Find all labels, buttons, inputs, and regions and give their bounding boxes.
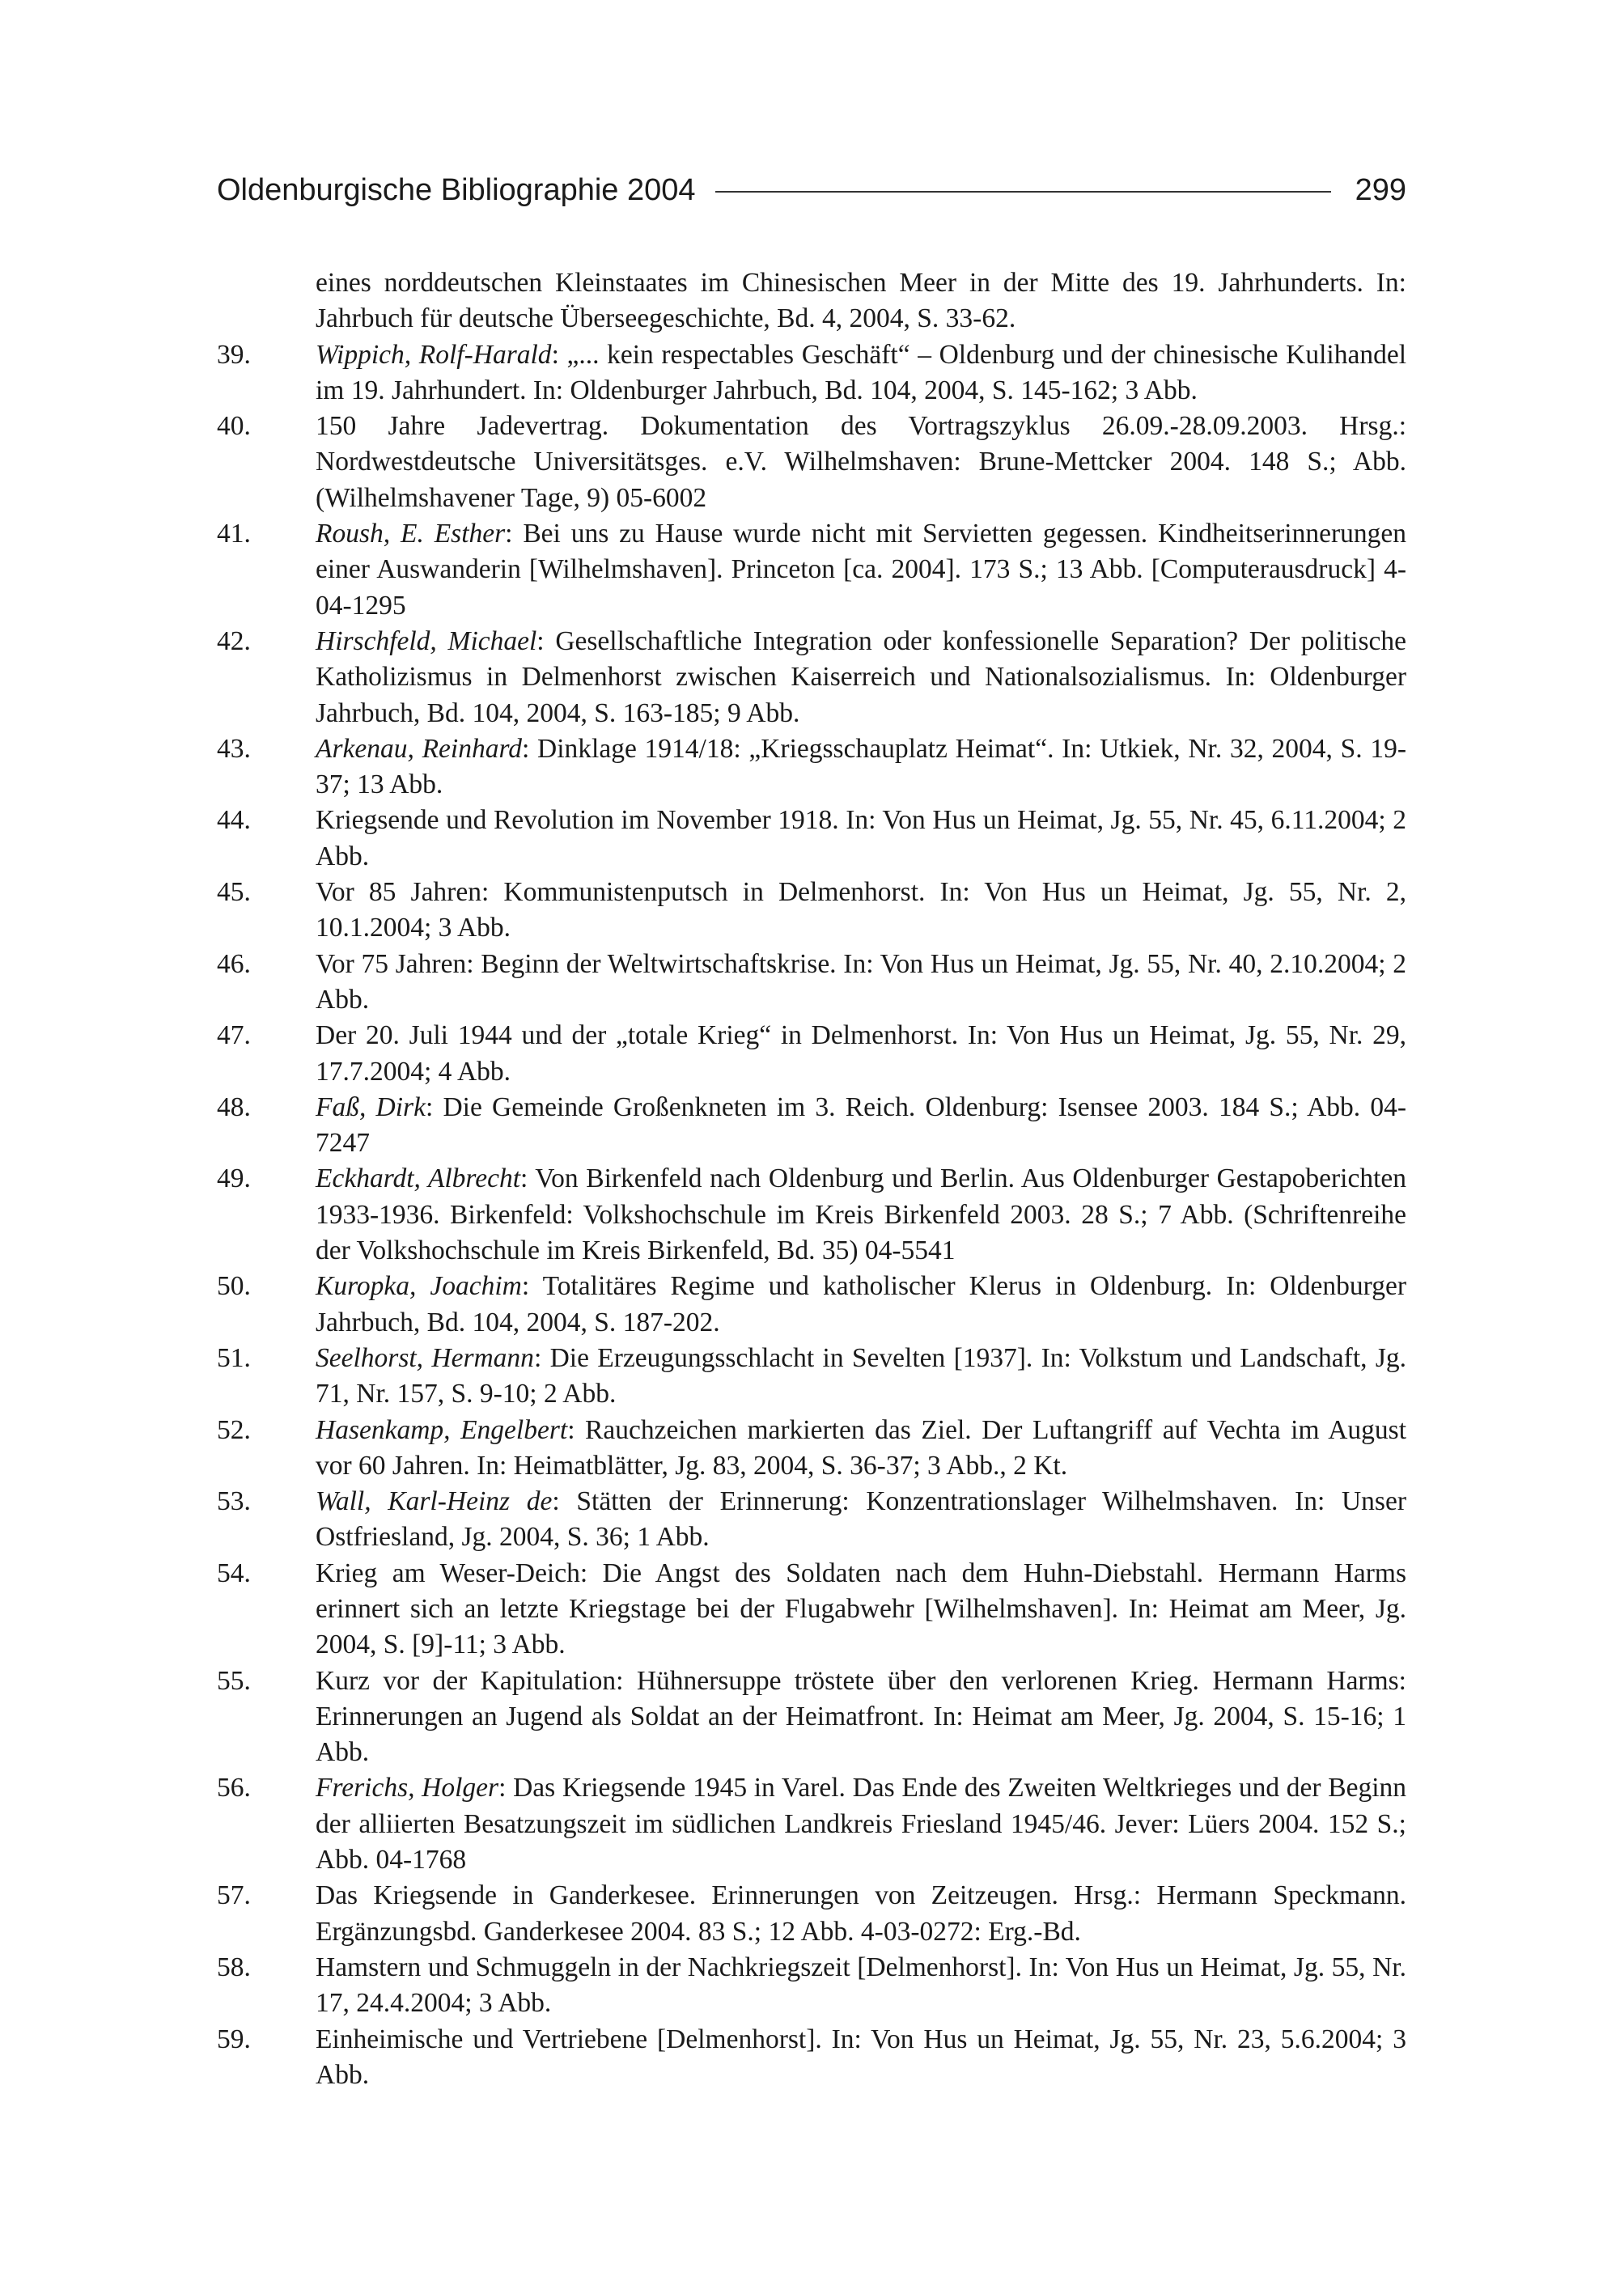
running-title: Oldenburgische Bibliographie 2004 — [217, 172, 696, 207]
entry-number: 58. — [217, 1952, 251, 1982]
entry-text: Krieg am Weser-Deich: Die Angst des Soldaten nach dem Huhn-Diebstahl. Hermann Harms erinnert sich an letzte Kriegstage bei der Flugabwehr [Wilhelmshaven]. In: Heimat am Meer, Jg. 2004, S. [9]-11; 3 Abb. — [316, 1558, 1406, 1660]
entry-text: Vor 75 Jahren: Beginn der Weltwirtschaftskrise. In: Von Hus un Heimat, Jg. 55, Nr. 40, 2.10.2004; 2 Abb. — [316, 948, 1406, 1015]
entry-text: : Bei uns zu Hause wurde nicht mit Servietten gegessen. Kindheitserinnerungen einer Auswanderin [Wilhelmshaven]. Princeton [ca. 2004]. 173 S.; 13 Abb. [Computerausdruck] 4-04-1295 — [316, 519, 1406, 621]
entry-number: 40. — [217, 411, 251, 442]
entry-body — [316, 1269, 1406, 1341]
bibliography-entry — [217, 516, 1406, 624]
entry-number: 45. — [217, 877, 251, 908]
entry-text: : Rauchzeichen markierten das Ziel. Der Luftangriff auf Vechta im August vor 60 Jahren. In: Heimatblätter, Jg. 83, 2004, S. 36-37; 3 Abb., 2 Kt. — [316, 1414, 1407, 1481]
entry-text: : Gesellschaftliche Integration oder konfessionelle Separation? Der politische Katholizismus in Delmenhorst zwischen Kaiserreich und Nationalsozialismus. In: Oldenburger Jahrbuch, Bd. 104, 2004, S. 163-185; 9 Abb. — [316, 625, 1406, 728]
entry-text: : Die Erzeugungsschlacht in Sevelten [1937]. In: Volkstum und Landschaft, Jg. 71, Nr. 157, S. 9-10; 2 Abb. — [316, 1342, 1406, 1409]
entry-author: Wall, Karl-Heinz de — [316, 1486, 553, 1517]
entry-text: : Stätten der Erinnerung: Konzentrationslager Wilhelmshaven. In: Unser Ostfriesland, Jg. 2004, S. 36; 1 Abb. — [316, 1486, 1406, 1553]
entry-number: 50. — [217, 1271, 251, 1302]
bibliography-entry — [217, 1269, 1406, 1341]
bibliography-entry — [217, 1161, 1406, 1269]
entry-body — [316, 1950, 1406, 2022]
entry-number — [217, 265, 316, 337]
entry-number: 48. — [217, 1091, 251, 1122]
bibliography-entry — [217, 875, 1406, 947]
bibliography-entry — [217, 1484, 1406, 1556]
bibliography-entry — [217, 337, 1406, 409]
entry-text: : Die Gemeinde Großenkneten im 3. Reich. Oldenburg: Isensee 2003. 184 S.; Abb. 04-7247 — [316, 1091, 1407, 1159]
bibliography-entry — [217, 731, 1406, 803]
bibliography-entry — [217, 409, 1406, 516]
entry-body — [316, 1878, 1406, 1950]
entry-body — [316, 1664, 1406, 1771]
entry-number: 49. — [217, 1163, 251, 1194]
bibliography-entry — [217, 1090, 1406, 1162]
bibliography-entry — [217, 2022, 1406, 2094]
entry-body — [316, 1018, 1406, 1090]
entry-body — [316, 516, 1406, 624]
entry-author: Frerichs, Holger — [316, 1773, 499, 1803]
entry-number: 59. — [217, 2024, 251, 2054]
bibliography-entry — [217, 1556, 1406, 1664]
bibliography-entry — [217, 1950, 1406, 2022]
entry-number: 43. — [217, 733, 251, 764]
entry-text: eines norddeutschen Kleinstaates im Chinesischen Meer in der Mitte des 19. Jahrhunderts. In: Jahrbuch für deutsche Überseegeschichte, Bd. 4, 2004, S. 33-62. — [316, 268, 1406, 334]
entry-number: 44. — [217, 805, 251, 836]
entry-body — [316, 1341, 1406, 1413]
entry-number: 51. — [217, 1342, 251, 1373]
entry-author: Hasenkamp, Engelbert — [316, 1414, 568, 1445]
entry-author: Hirschfeld, Michael — [316, 625, 537, 656]
bibliography-entry — [217, 624, 1406, 731]
page-number: 299 — [1355, 172, 1406, 207]
bibliography-entry — [217, 1341, 1406, 1413]
entry-author: Roush, E. Esther — [316, 519, 506, 549]
bibliography-entry — [217, 947, 1406, 1019]
entry-author: Faß, Dirk — [316, 1091, 426, 1122]
entry-text: Einheimische und Vertriebene [Delmenhorst]. In: Von Hus un Heimat, Jg. 55, Nr. 23, 5.6.2004; 3 Abb. — [316, 2024, 1406, 2090]
bibliography-entry — [217, 803, 1406, 875]
entry-author: Kuropka, Joachim — [316, 1271, 522, 1302]
entry-number: 57. — [217, 1880, 251, 1911]
entry-text: : Dinklage 1914/18: „Kriegsschauplatz Heimat“. In: Utkiek, Nr. 32, 2004, S. 19-37; 13 Abb. — [316, 733, 1406, 800]
entry-body — [316, 1413, 1406, 1485]
entry-body — [316, 803, 1406, 875]
entry-number: 52. — [217, 1414, 251, 1445]
entry-text: Hamstern und Schmuggeln in der Nachkriegszeit [Delmenhorst]. In: Von Hus un Heimat, Jg. 55, Nr. 17, 24.4.2004; 3 Abb. — [316, 1952, 1406, 2019]
entry-number: 47. — [217, 1020, 251, 1051]
entry-body — [316, 947, 1406, 1019]
header-rule — [715, 191, 1331, 193]
entry-body — [316, 1090, 1406, 1162]
entry-number: 46. — [217, 948, 251, 979]
entry-number: 42. — [217, 625, 251, 656]
entry-number: 53. — [217, 1486, 251, 1517]
entry-body — [316, 875, 1406, 947]
entry-text: : Von Birkenfeld nach Oldenburg und Berlin. Aus Oldenburger Gestapoberichten 1933-1936. Birkenfeld: Volkshochschule im Kreis Birkenfeld 2003. 28 S.; 7 Abb. (Schriftenreihe der Volkshochschule im Kreis Birkenfeld, Bd. 35) 04-5541 — [316, 1163, 1407, 1266]
entry-body — [316, 1484, 1406, 1556]
entry-body — [316, 337, 1406, 409]
bibliography-entry — [217, 265, 1406, 337]
bibliography-entry — [217, 1878, 1406, 1950]
entry-body — [316, 265, 1406, 337]
entry-number: 56. — [217, 1773, 251, 1803]
entry-text: : Totalitäres Regime und katholischer Klerus in Oldenburg. In: Oldenburger Jahrbuch, Bd. 104, 2004, S. 187-202. — [316, 1271, 1406, 1337]
entry-text: Das Kriegsende in Ganderkesee. Erinnerungen von Zeitzeugen. Hrsg.: Hermann Speckmann. Ergänzungsbd. Ganderkesee 2004. 83 S.; 12 Abb. 4-03-0272: Erg.-Bd. — [316, 1880, 1406, 1947]
entry-text: Vor 85 Jahren: Kommunistenputsch in Delmenhorst. In: Von Hus un Heimat, Jg. 55, Nr. 2, 10.1.2004; 3 Abb. — [316, 877, 1406, 943]
entry-body — [316, 731, 1406, 803]
bibliography-entry — [217, 1664, 1406, 1771]
entry-text: Kriegsende und Revolution im November 1918. In: Von Hus un Heimat, Jg. 55, Nr. 45, 6.11.2004; 2 Abb. — [316, 805, 1406, 871]
entry-number: 39. — [217, 339, 251, 370]
entry-number: 55. — [217, 1665, 251, 1696]
entry-body — [316, 624, 1406, 731]
running-header — [217, 167, 1406, 213]
bibliography-entry — [217, 1018, 1406, 1090]
entry-author: Eckhardt, Albrecht — [316, 1163, 521, 1194]
entry-number: 54. — [217, 1558, 251, 1588]
entry-number: 41. — [217, 519, 251, 549]
entry-author: Arkenau, Reinhard — [316, 733, 523, 764]
bibliography-entry — [217, 1413, 1406, 1485]
entry-body — [316, 2022, 1406, 2094]
bibliography-entry — [217, 1770, 1406, 1878]
entry-author: Seelhorst, Hermann — [316, 1342, 534, 1373]
entry-body — [316, 1770, 1406, 1878]
entry-body — [316, 1556, 1406, 1664]
entry-text: Der 20. Juli 1944 und der „totale Krieg“ in Delmenhorst. In: Von Hus un Heimat, Jg. 55, Nr. 29, 17.7.2004; 4 Abb. — [316, 1020, 1406, 1087]
entry-text: Kurz vor der Kapitulation: Hühnersuppe tröstete über den verlorenen Krieg. Hermann Harms: Erinnerungen an Jugend als Soldat an der Heimatfront. In: Heimat am Meer, Jg. 2004, S. 15-16; 1 Abb. — [316, 1665, 1406, 1768]
entry-body — [316, 409, 1406, 516]
bibliography-list — [217, 265, 1406, 2093]
entry-text: : „... kein respectables Geschäft“ – Oldenburg und der chinesische Kulihandel im 19. Jahrhundert. In: Oldenburger Jahrbuch, Bd. 104, 2004, S. 145-162; 3 Abb. — [316, 339, 1407, 405]
entry-author: Wippich, Rolf-Harald — [316, 339, 552, 370]
entry-text: 150 Jahre Jadevertrag. Dokumentation des Vortragszyklus 26.09.-28.09.2003. Hrsg.: Nordwestdeutsche Universitätsges. e.V. Wilhelmshaven: Brune-Mettcker 2004. 148 S.; Abb. (Wilhelmshavener Tage, 9) 05-6002 — [316, 411, 1406, 513]
entry-text: : Das Kriegsende 1945 in Varel. Das Ende des Zweiten Weltkrieges und der Beginn der alliierten Besatzungszeit im südlichen Landkreis Friesland 1945/46. Jever: Lüers 2004. 152 S.; Abb. 04-1768 — [316, 1773, 1406, 1876]
entry-body — [316, 1161, 1406, 1269]
